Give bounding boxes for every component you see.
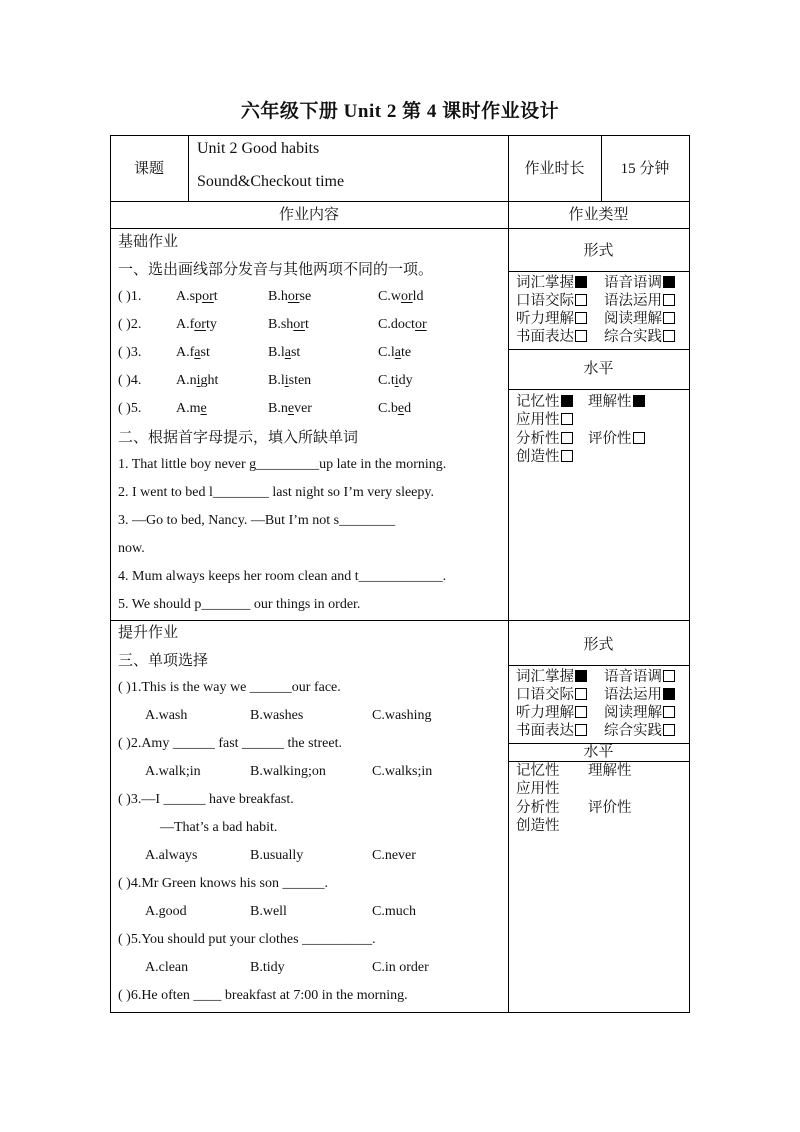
checkbox-icon[interactable] xyxy=(633,432,645,444)
content-header: 作业内容 xyxy=(278,207,339,223)
table-border-bottom xyxy=(110,1012,690,1013)
form-option-label: 词汇掌握 xyxy=(516,669,574,685)
checkbox-icon[interactable] xyxy=(663,688,675,700)
type-header: 作业类型 xyxy=(568,207,629,223)
form-option-label: 语音语调 xyxy=(604,275,662,291)
form-option xyxy=(604,274,675,292)
choice-option: C.washing xyxy=(372,708,432,723)
option-a: A.sport xyxy=(176,289,218,304)
option-a: A.forty xyxy=(176,317,217,332)
checkbox-icon[interactable] xyxy=(633,395,645,407)
form-option xyxy=(516,310,587,328)
checkbox-icon[interactable] xyxy=(575,294,587,306)
checkbox-icon[interactable] xyxy=(663,670,675,682)
checkbox-icon[interactable] xyxy=(663,276,675,288)
part1-item: ( )3. xyxy=(118,345,142,360)
checkbox-icon[interactable] xyxy=(575,330,587,342)
option-b: B.last xyxy=(268,345,301,360)
choice-option: A.always xyxy=(145,848,198,863)
table-rule xyxy=(110,620,690,621)
choice-option: C.in order xyxy=(372,960,429,975)
part2-title: 二、根据首字母提示，填入所缺单词 xyxy=(118,430,359,446)
form-option-label: 口语交际 xyxy=(516,687,574,703)
choice-option: B.usually xyxy=(250,848,304,863)
form-option-label: 书面表达 xyxy=(516,723,574,739)
checkbox-icon[interactable] xyxy=(575,724,587,736)
checkbox-icon[interactable] xyxy=(575,670,587,682)
time-value: 15 分钟 xyxy=(620,161,670,177)
option-c: C.doctor xyxy=(378,317,427,332)
form-option xyxy=(516,722,587,740)
table-rule xyxy=(508,271,690,272)
table-rule xyxy=(508,349,690,350)
form-label-2: 形式 xyxy=(583,637,614,653)
checkbox-icon[interactable] xyxy=(575,706,587,718)
form-option xyxy=(604,328,675,346)
level-option xyxy=(516,393,573,411)
choice-option: A.walk;in xyxy=(145,764,201,779)
form-option-label: 听力理解 xyxy=(516,311,574,327)
table-rule xyxy=(110,201,690,202)
underlined-letters: e xyxy=(200,401,207,416)
underlined-letters: a xyxy=(394,345,401,360)
part2-item: 3. —Go to bed, Nancy. —But I’m not s________ xyxy=(118,513,396,528)
underlined-letters: i xyxy=(284,373,289,388)
form-option-label: 听力理解 xyxy=(516,705,574,721)
underlined-letters: i xyxy=(394,373,399,388)
question-stem: ( )5.You should put your clothes __________. xyxy=(118,932,376,947)
form-option-label: 阅读理解 xyxy=(604,311,662,327)
option-c: C.world xyxy=(378,289,424,304)
form-option xyxy=(604,292,675,310)
level-option xyxy=(588,393,645,411)
question-stem: ( )4.Mr Green knows his son ______. xyxy=(118,876,328,891)
checkbox-icon[interactable] xyxy=(561,432,573,444)
underlined-letters: a xyxy=(194,345,201,360)
level-option-label: 分析性 xyxy=(516,800,560,816)
form-option xyxy=(604,722,675,740)
option-a: A.fast xyxy=(176,345,210,360)
checkbox-icon[interactable] xyxy=(663,330,675,342)
question-reply: —That’s a bad habit. xyxy=(160,820,278,835)
option-b: B.never xyxy=(268,401,312,416)
topic-label: 课题 xyxy=(133,161,164,177)
level-option xyxy=(516,411,573,429)
choice-option: B.washes xyxy=(250,708,304,723)
question-stem: ( )6.He often ____ breakfast at 7:00 in the morning. xyxy=(118,988,408,1003)
option-c: C.late xyxy=(378,345,412,360)
form-option xyxy=(516,328,587,346)
form-option-label: 综合实践 xyxy=(604,723,662,739)
underlined-letters: or xyxy=(400,289,413,304)
checkbox-icon[interactable] xyxy=(575,312,587,324)
form-option xyxy=(516,274,587,292)
level-option-label: 理解性 xyxy=(588,394,632,410)
level-option-label: 应用性 xyxy=(516,412,560,428)
form-option-label: 口语交际 xyxy=(516,293,574,309)
form-option xyxy=(604,704,675,722)
part2-item: 2. I went to bed l________ last night so I’m very sleepy. xyxy=(118,485,434,500)
level-option-label: 创造性 xyxy=(516,449,560,465)
underlined-letters: i xyxy=(196,373,201,388)
form-option-label: 语法运用 xyxy=(604,687,662,703)
table-divider xyxy=(508,135,509,1013)
basic-section-label: 基础作业 xyxy=(118,234,179,250)
form-option xyxy=(604,668,675,686)
form-option xyxy=(516,704,587,722)
part1-item: ( )5. xyxy=(118,401,142,416)
level-option-label: 应用性 xyxy=(516,781,560,797)
choice-option: A.wash xyxy=(145,708,188,723)
part1-title: 一、选出画线部分发音与其他两项不同的一项。 xyxy=(118,262,434,278)
level-option-label: 评价性 xyxy=(588,800,632,816)
form-option xyxy=(516,668,587,686)
option-a: A.me xyxy=(176,401,207,416)
page-title: 六年级下册 Unit 2 第 4 课时作业设计 xyxy=(240,101,560,122)
underlined-letters: e xyxy=(397,401,405,416)
time-label: 作业时长 xyxy=(524,161,585,177)
level-option xyxy=(588,430,645,448)
level-option-label: 创造性 xyxy=(516,818,560,834)
form-option-label: 书面表达 xyxy=(516,329,574,345)
form-option xyxy=(516,686,587,704)
advanced-section-label: 提升作业 xyxy=(118,625,179,641)
underlined-letters: or xyxy=(194,317,206,332)
form-option xyxy=(604,686,675,704)
choice-option: A.clean xyxy=(145,960,189,975)
choice-option: C.never xyxy=(372,848,416,863)
form-option-label: 语音语调 xyxy=(604,669,662,685)
level-label-1: 水平 xyxy=(583,361,614,377)
option-b: B.listen xyxy=(268,373,312,388)
underlined-letters: or xyxy=(202,289,214,304)
level-option-label: 分析性 xyxy=(516,431,560,447)
option-c: C.tidy xyxy=(378,373,413,388)
part1-item: ( )2. xyxy=(118,317,142,332)
checkbox-icon[interactable] xyxy=(561,395,573,407)
checkbox-icon[interactable] xyxy=(663,294,675,306)
underlined-letters: e xyxy=(287,401,295,416)
table-rule xyxy=(110,228,690,229)
form-option xyxy=(516,292,587,310)
level-option-label: 理解性 xyxy=(588,763,632,779)
checkbox-icon[interactable] xyxy=(575,276,587,288)
part1-item: ( )1. xyxy=(118,289,142,304)
checkbox-icon[interactable] xyxy=(663,706,675,718)
part3-title: 三、单项选择 xyxy=(118,653,209,669)
part2-item: 5. We should p_______ our things in order. xyxy=(118,597,361,612)
choice-option: B.tidy xyxy=(250,960,285,975)
checkbox-icon[interactable] xyxy=(663,312,675,324)
level-option-label: 评价性 xyxy=(588,431,632,447)
part2-item: 1. That little boy never g_________up late in the morning. xyxy=(118,457,447,472)
table-divider xyxy=(188,135,189,201)
form-option-label: 综合实践 xyxy=(604,329,662,345)
homework-table xyxy=(110,135,690,1013)
part2-item: 4. Mum always keeps her room clean and t____________. xyxy=(118,569,447,584)
option-a: A.night xyxy=(176,373,219,388)
table-border-top xyxy=(110,135,690,136)
form-option-label: 阅读理解 xyxy=(604,705,662,721)
choice-option: B.well xyxy=(250,904,287,919)
topic-line-1: Unit 2 Good habits xyxy=(197,140,320,157)
question-stem: ( )2.Amy ______ fast ______ the street. xyxy=(118,736,342,751)
option-b: B.short xyxy=(268,317,309,332)
form-option-label: 语法运用 xyxy=(604,293,662,309)
checkbox-icon[interactable] xyxy=(575,688,587,700)
table-rule xyxy=(508,389,690,390)
choice-option: B.walking;on xyxy=(250,764,326,779)
form-label-1: 形式 xyxy=(583,243,614,259)
form-option-label: 词汇掌握 xyxy=(516,275,574,291)
option-b: B.horse xyxy=(268,289,312,304)
underlined-letters: or xyxy=(287,289,300,304)
level-option-label: 记忆性 xyxy=(516,394,560,410)
table-rule xyxy=(508,665,690,666)
choice-option: C.walks;in xyxy=(372,764,433,779)
level-option xyxy=(516,448,573,466)
checkbox-icon[interactable] xyxy=(663,724,675,736)
part2-item: now. xyxy=(118,541,145,556)
underlined-letters: or xyxy=(414,317,427,332)
level-option xyxy=(516,430,573,448)
underlined-letters: a xyxy=(284,345,291,360)
checkbox-icon[interactable] xyxy=(561,450,573,462)
question-stem: ( )3.—I ______ have breakfast. xyxy=(118,792,294,807)
topic-line-2: Sound&Checkout time xyxy=(197,173,345,190)
choice-option: A.good xyxy=(145,904,187,919)
choice-option: C.much xyxy=(372,904,416,919)
level-label-2: 水平 xyxy=(583,744,614,760)
checkbox-icon[interactable] xyxy=(561,413,573,425)
table-border-right xyxy=(689,135,690,1013)
part1-item: ( )4. xyxy=(118,373,142,388)
level-option-label: 记忆性 xyxy=(516,763,560,779)
form-option xyxy=(604,310,675,328)
underlined-letters: or xyxy=(293,317,305,332)
table-border-left xyxy=(110,135,111,1013)
option-c: C.bed xyxy=(378,401,412,416)
question-stem: ( )1.This is the way we ______our face. xyxy=(118,680,341,695)
